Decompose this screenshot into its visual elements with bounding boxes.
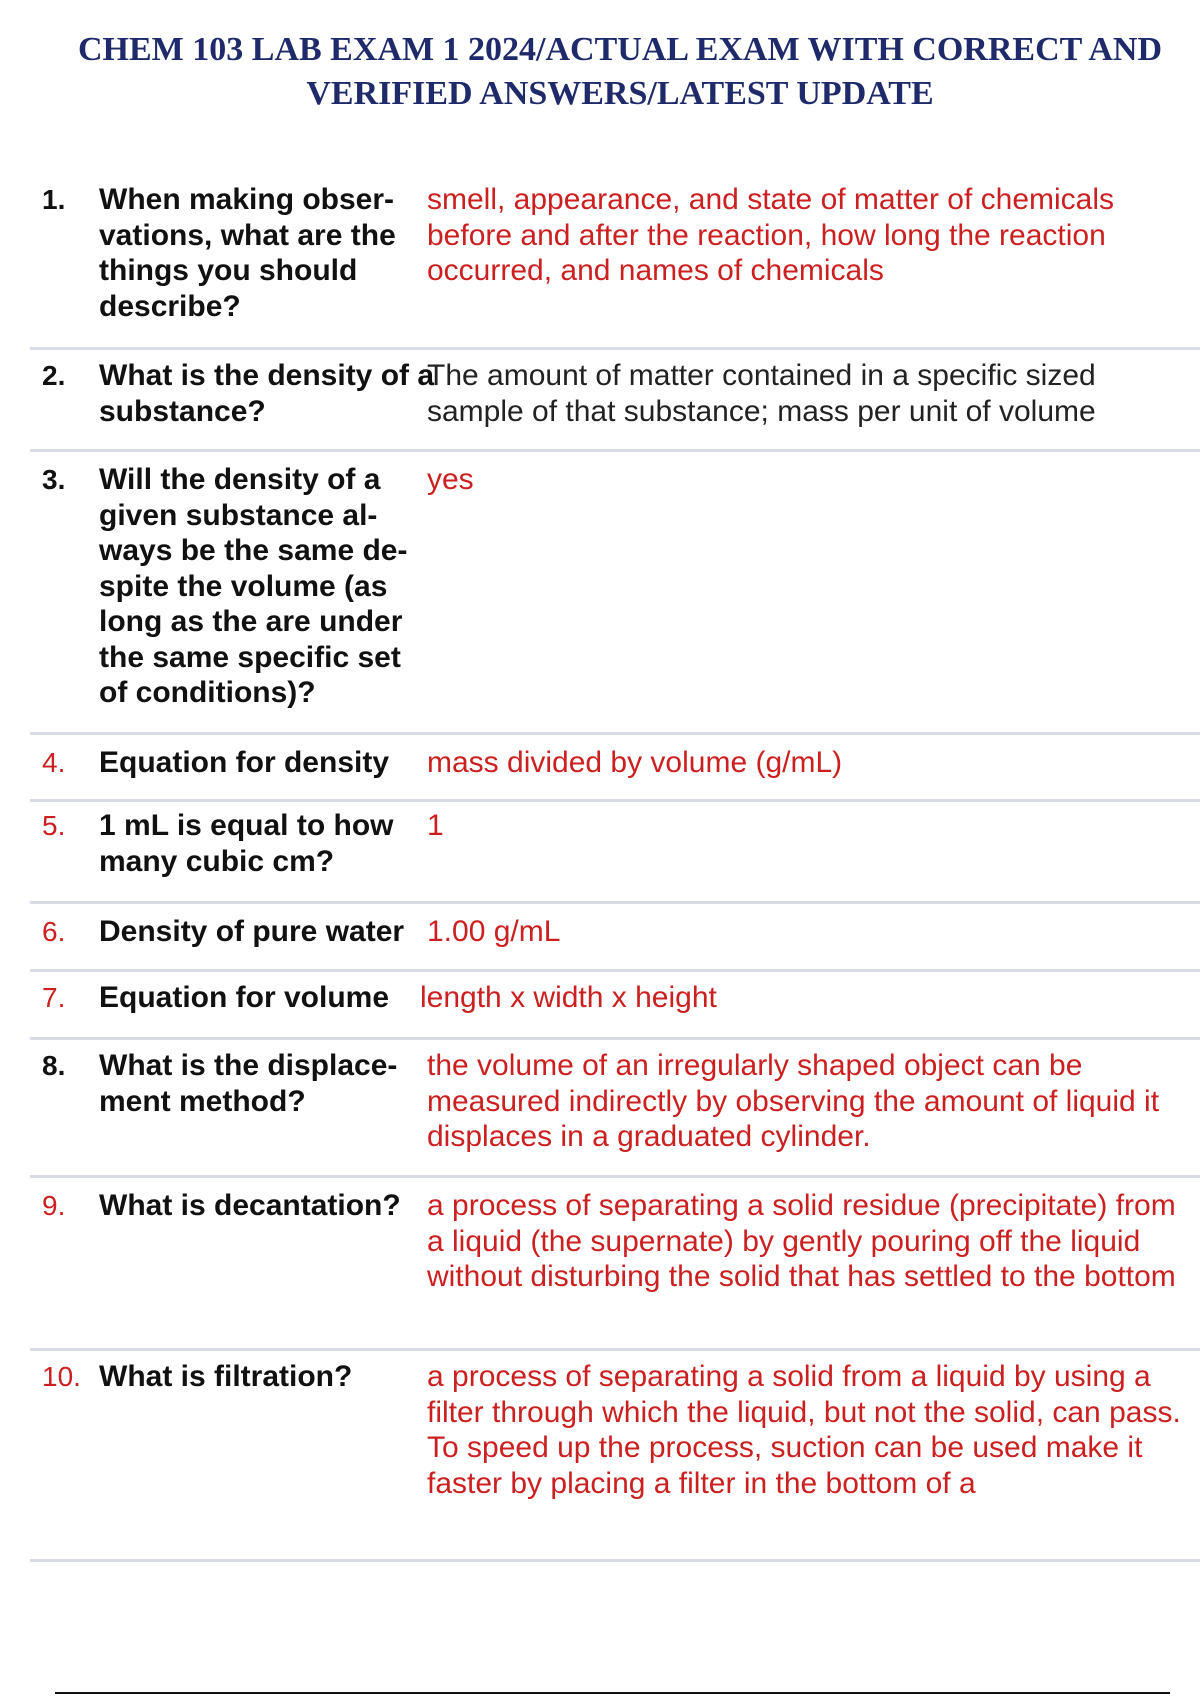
question-text: Equation for density bbox=[99, 746, 390, 779]
question-text: What is the density of a substance? bbox=[99, 359, 435, 428]
question-number: 6. bbox=[42, 916, 66, 947]
answer-text: the volume of an irregularly shaped object can be measured indirectly by observing the amount of liquid it displaces in a graduated cylinder. bbox=[427, 1049, 1160, 1153]
footer-rule bbox=[55, 1692, 1170, 1694]
title-line-1: CHEM 103 LAB EXAM 1 2024/ACTUAL EXAM WITH CORRECT AND bbox=[78, 31, 1162, 68]
qa-row-3 bbox=[30, 452, 1200, 735]
question-number: 4. bbox=[42, 747, 66, 778]
question-text: What is the displace- ment method? bbox=[99, 1049, 398, 1118]
question-number: 7. bbox=[42, 982, 66, 1013]
answer-text: 1.00 g/mL bbox=[427, 915, 561, 948]
question-number: 1. bbox=[42, 184, 66, 215]
qa-row-4 bbox=[30, 735, 1200, 802]
document-title bbox=[0, 28, 1200, 116]
question-number: 8. bbox=[42, 1050, 66, 1081]
qa-row-7 bbox=[30, 972, 1200, 1040]
question-number: 9. bbox=[42, 1190, 66, 1221]
answer-text: length x width x height bbox=[420, 981, 717, 1014]
qa-row-8 bbox=[30, 1040, 1200, 1178]
question-text: 1 mL is equal to how many cubic cm? bbox=[99, 809, 394, 878]
qa-row-10 bbox=[30, 1351, 1200, 1562]
question-text: Density of pure water bbox=[99, 915, 405, 948]
question-text: What is decantation? bbox=[99, 1189, 401, 1222]
qa-row-9 bbox=[30, 1178, 1200, 1351]
title-line-2: VERIFIED ANSWERS/LATEST UPDATE bbox=[306, 75, 934, 112]
answer-text: yes bbox=[427, 463, 474, 496]
question-number: 2. bbox=[42, 360, 66, 391]
answer-text: The amount of matter contained in a specific sized sample of that substance; mass per unit of volume bbox=[427, 359, 1096, 428]
answer-text: a process of separating a solid residue (precipitate) from a liquid (the supernate) by gently pouring off the liquid without disturbing the solid that has settled to the bottom bbox=[427, 1189, 1176, 1293]
question-number: 10. bbox=[42, 1361, 81, 1392]
answer-text: smell, appearance, and state of matter of chemicals before and after the reaction, how long the reaction occurred, and names of chemicals bbox=[427, 183, 1115, 287]
question-text: Will the density of a given substance al- ways be the same de- spite the volume (as long as the are under the same specific set of conditions)? bbox=[99, 463, 408, 709]
question-number: 5. bbox=[42, 810, 66, 841]
question-text: When making obser- vations, what are the things you should describe? bbox=[99, 183, 396, 323]
question-text: Equation for volume bbox=[99, 981, 390, 1014]
answer-text: mass divided by volume (g/mL) bbox=[427, 746, 843, 779]
qa-row-1 bbox=[30, 182, 1200, 350]
answer-text: a process of separating a solid from a liquid by using a filter through which the liquid, but not the solid, can pass. To speed up the process, suction can be used make it faster by placing a filter in the bottom of a bbox=[427, 1360, 1181, 1500]
qa-row-2 bbox=[30, 350, 1200, 452]
qa-row-5 bbox=[30, 802, 1200, 904]
qa-row-6 bbox=[30, 904, 1200, 972]
question-number: 3. bbox=[42, 464, 66, 495]
question-text: What is filtration? bbox=[99, 1360, 353, 1393]
answer-text: 1 bbox=[427, 809, 444, 842]
